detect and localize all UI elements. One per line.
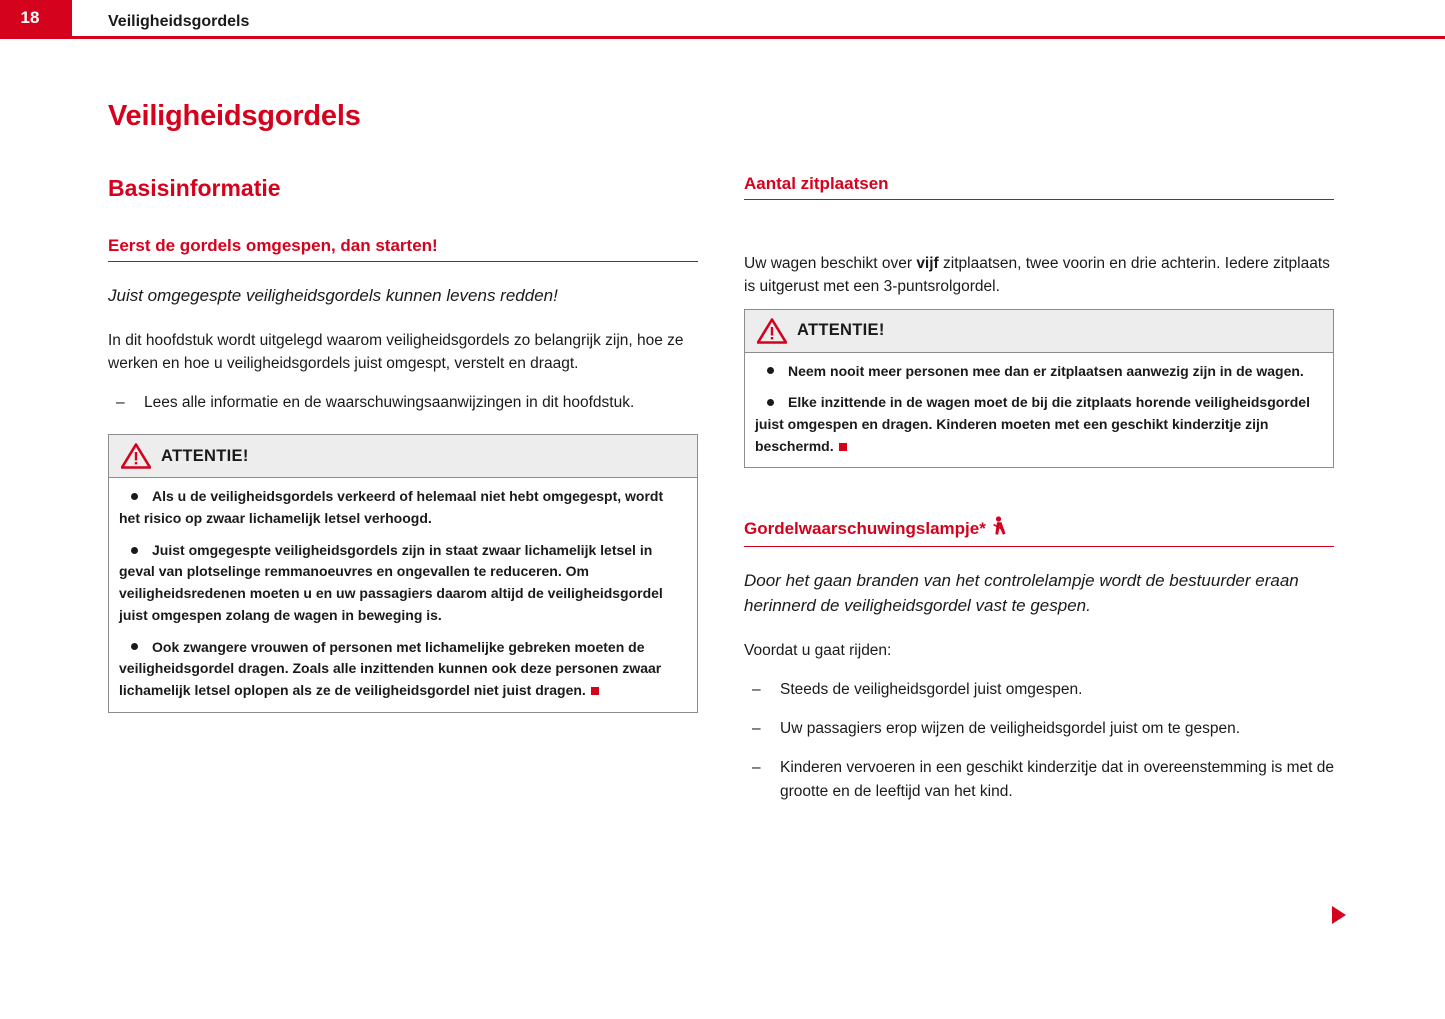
- attention-label: ATTENTIE!: [797, 321, 885, 339]
- body-paragraph-seats: [744, 252, 1334, 299]
- italic-lead-left: Juist omgegespte veiligheidsgordels kunnen levens redden!: [108, 286, 558, 305]
- attention-item: [119, 540, 687, 627]
- attention-item-text: Elke inzittende in de wagen moet de bij die zitplaats horende veiligheidsgordel juist omgespen en dragen. Kinderen moeten met een geschikt kinderzitje zijn beschermd.: [755, 394, 1310, 454]
- bullet-icon: [767, 367, 774, 374]
- seats-text-post: zitplaatsen, twee voorin en drie achterin. Iedere zitplaats is uitgerust met een 3-puntsrolgordel.: [744, 255, 1330, 296]
- list-item: – Steeds de veiligheidsgordel juist omgespen.: [744, 678, 1334, 701]
- list-item: – Lees alle informatie en de waarschuwingsaanwijzingen in dit hoofdstuk.: [108, 391, 698, 414]
- seats-text-pre: Uw wagen beschikt over: [744, 255, 917, 272]
- italic-lead-right: Door het gaan branden van het controlelampje wordt de bestuurder eraan herinnerd de veiligheidsgordel vast te gespen.: [744, 571, 1299, 615]
- page-title: Veiligheidsgordels: [108, 100, 361, 132]
- header-rule: [72, 36, 1445, 39]
- bullet-icon: [131, 643, 138, 650]
- list-item: – Uw passagiers erop wijzen de veiligheidsgordel juist om te gespen.: [744, 717, 1334, 740]
- warning-lamp-title-text: Gordelwaarschuwingslampje*: [744, 519, 986, 539]
- warning-triangle-icon: [757, 318, 787, 344]
- attention-item: [755, 392, 1323, 457]
- body-paragraph-left: In dit hoofdstuk wordt uitgelegd waarom veiligheidsgordels zo belangrijk zijn, hoe ze werken en hoe u veiligheidsgordels juist omgespt, verstelt en draagt.: [108, 331, 684, 372]
- header-rule-left: [0, 36, 72, 39]
- bullet-icon: [767, 399, 774, 406]
- seatbelt-warning-icon: [992, 516, 1008, 541]
- subsection-title-warning-lamp: [744, 516, 1334, 547]
- next-page-arrow-icon: [1332, 906, 1346, 924]
- chapter-title: Veiligheidsgordels: [108, 13, 250, 30]
- attention-item-text: Als u de veiligheidsgordels verkeerd of helemaal niet hebt omgegespt, wordt het risico op zwaar lichamelijk letsel verhoogd.: [119, 488, 664, 527]
- attention-label: ATTENTIE!: [161, 446, 249, 465]
- attention-box-right: [744, 309, 1334, 469]
- seats-count: vijf: [916, 255, 939, 272]
- list-item: – Kinderen vervoeren in een geschikt kinderzitje dat in overeenstemming is met de grootte en de leeftijd van het kind.: [744, 756, 1334, 803]
- page-header: [0, 0, 1445, 38]
- bullet-icon: [131, 493, 138, 500]
- attention-item-text: Ook zwangere vrouwen of personen met lichamelijke gebreken moeten de veiligheidsgordel dragen. Zoals alle inzittenden kunnen ook deze personen zwaar lichamelijk letsel oplopen als ze de veiligheidsgordel niet juist dragen.: [119, 638, 662, 698]
- attention-item-text: Juist omgegespte veiligheidsgordels zijn in staat zwaar lichamelijk letsel in geval van plotselinge remmanoeuvres en ongevallen te reduceren. Om veiligheidsredenen moeten u en uw passagiers daarom altijd de veiligheidsgordel juist omgespen zolang de wagen in beweging is.: [119, 541, 663, 623]
- attention-body: [745, 353, 1333, 468]
- attention-body: [109, 478, 697, 711]
- warning-triangle-icon: [121, 443, 151, 469]
- attention-item: [755, 361, 1323, 383]
- dash-list-right: [744, 678, 1334, 803]
- section-title: Basisinformatie: [108, 175, 281, 201]
- attention-item-text: Neem nooit meer personen mee dan er zitplaatsen aanwezig zijn in de wagen.: [788, 362, 1304, 379]
- page-number: 18: [0, 0, 72, 36]
- left-column: [108, 100, 698, 731]
- end-of-text-marker: [839, 443, 847, 451]
- attention-item: [119, 637, 687, 702]
- bullet-icon: [131, 547, 138, 554]
- attention-header: [109, 435, 697, 478]
- attention-item: [119, 486, 687, 529]
- attention-box-left: [108, 434, 698, 712]
- end-of-text-marker: [591, 687, 599, 695]
- subsection-title-start: Eerst de gordels omgespen, dan starten!: [108, 236, 698, 262]
- right-column: [744, 100, 1334, 823]
- attention-header: [745, 310, 1333, 353]
- body-paragraph-right: Voordat u gaat rijden:: [744, 641, 892, 659]
- subsection-title-seats: Aantal zitplaatsen: [744, 174, 1334, 200]
- dash-list-left: [108, 391, 698, 414]
